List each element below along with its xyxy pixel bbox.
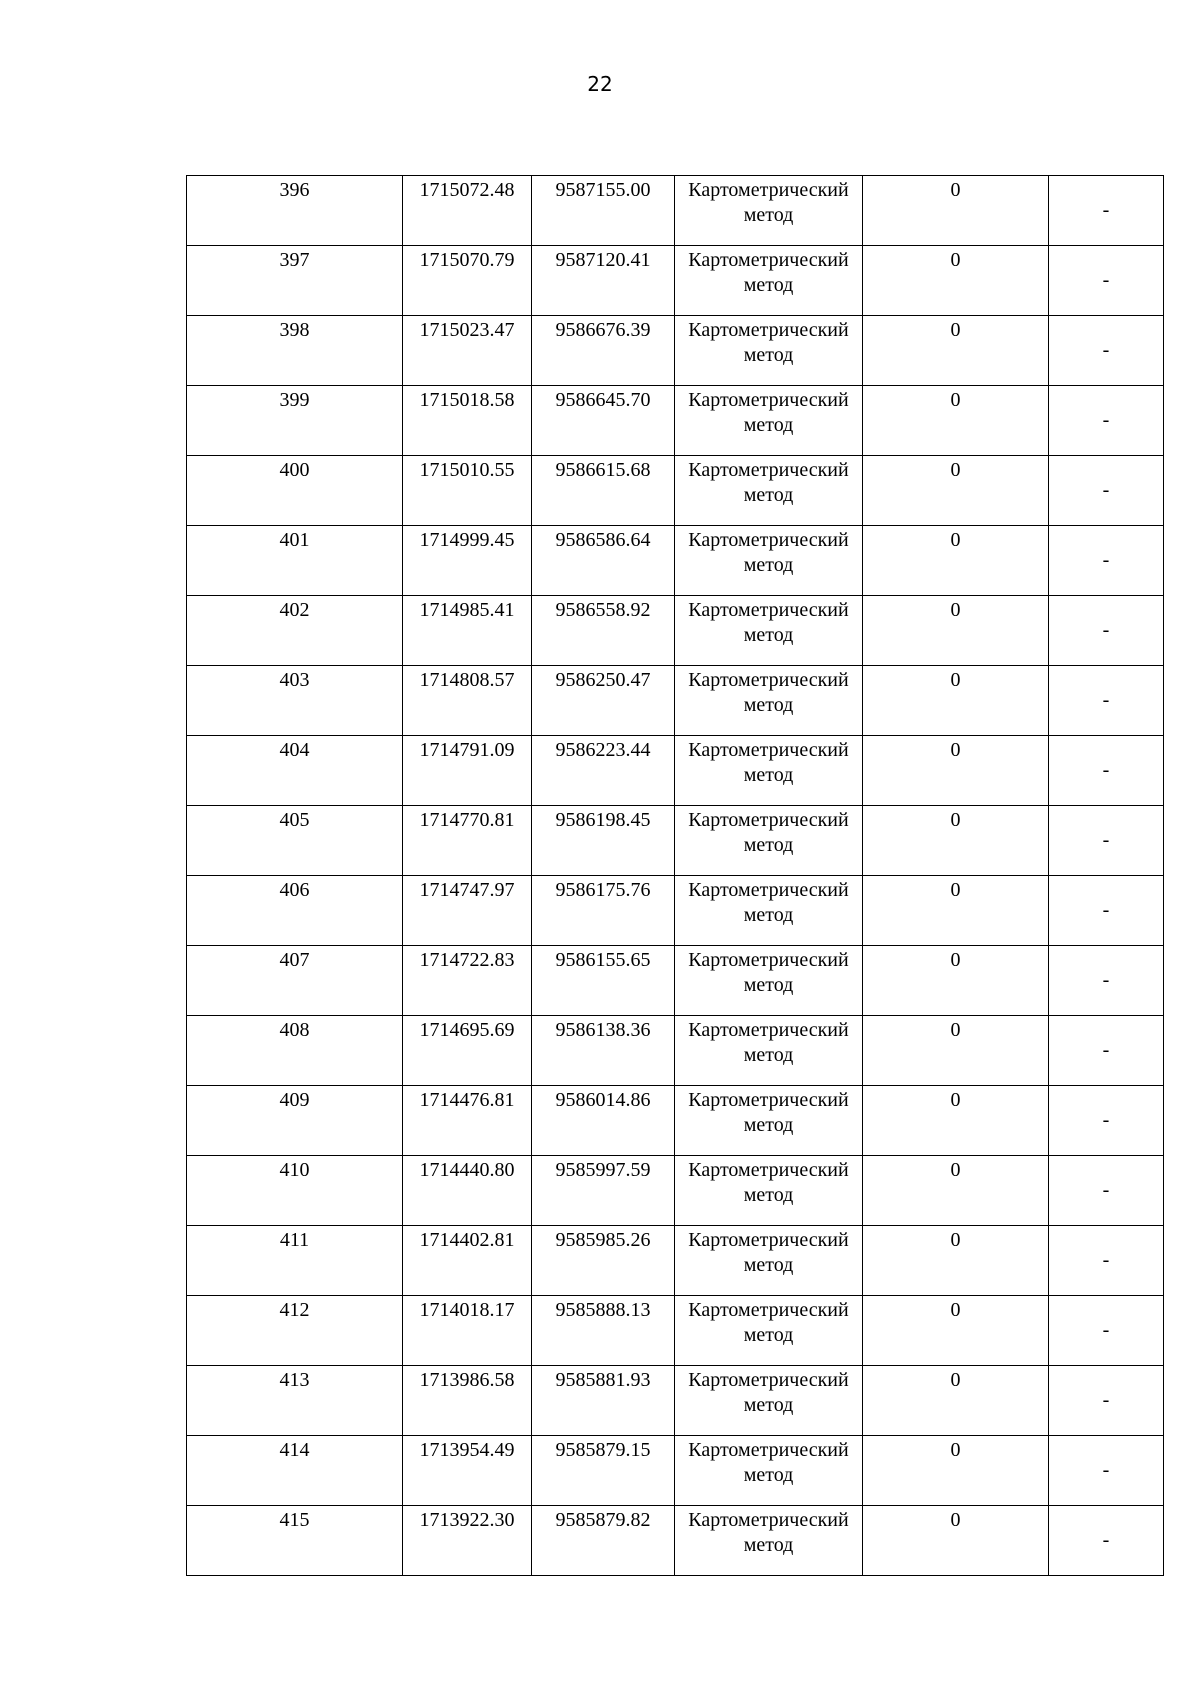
accuracy-cell: 0 [863, 806, 1049, 876]
y-coordinate-cell: 9585997.59 [532, 1156, 675, 1226]
method-cell [675, 1226, 863, 1296]
note-cell: - [1049, 1016, 1164, 1086]
x-coordinate-cell: 1714770.81 [403, 806, 532, 876]
method-line-2: метод [743, 484, 794, 506]
method-cell [675, 736, 863, 806]
method-line-1: Картометрический [688, 669, 849, 691]
point-number-cell: 411 [187, 1226, 403, 1296]
table-row [187, 1436, 1164, 1506]
method-line-1: Картометрический [688, 1019, 849, 1041]
coordinates-table [186, 175, 1164, 1576]
note-cell: - [1049, 946, 1164, 1016]
x-coordinate-cell: 1713922.30 [403, 1506, 532, 1576]
accuracy-cell: 0 [863, 736, 1049, 806]
method-cell [675, 806, 863, 876]
accuracy-cell: 0 [863, 1296, 1049, 1366]
point-number-cell: 398 [187, 316, 403, 386]
method-line-1: Картометрический [688, 1229, 849, 1251]
y-coordinate-cell: 9585888.13 [532, 1296, 675, 1366]
x-coordinate-cell: 1715010.55 [403, 456, 532, 526]
y-coordinate-cell: 9586558.92 [532, 596, 675, 666]
method-cell [675, 526, 863, 596]
method-line-1: Картометрический [688, 879, 849, 901]
method-line-2: метод [743, 764, 794, 786]
y-coordinate-cell: 9586615.68 [532, 456, 675, 526]
accuracy-cell: 0 [863, 1366, 1049, 1436]
method-line-1: Картометрический [688, 1159, 849, 1181]
note-cell: - [1049, 386, 1164, 456]
method-line-2: метод [743, 274, 794, 296]
table-row [187, 876, 1164, 946]
point-number-cell: 402 [187, 596, 403, 666]
method-line-1: Картометрический [688, 319, 849, 341]
note-cell: - [1049, 526, 1164, 596]
table-row [187, 1366, 1164, 1436]
note-cell: - [1049, 736, 1164, 806]
y-coordinate-cell: 9586155.65 [532, 946, 675, 1016]
note-cell: - [1049, 876, 1164, 946]
point-number-cell: 407 [187, 946, 403, 1016]
y-coordinate-cell: 9585879.82 [532, 1506, 675, 1576]
method-cell [675, 876, 863, 946]
y-coordinate-cell: 9586014.86 [532, 1086, 675, 1156]
method-cell [675, 1296, 863, 1366]
method-line-1: Картометрический [688, 249, 849, 271]
accuracy-cell: 0 [863, 876, 1049, 946]
method-line-2: метод [743, 414, 794, 436]
point-number-cell: 396 [187, 176, 403, 246]
x-coordinate-cell: 1715018.58 [403, 386, 532, 456]
note-cell: - [1049, 1296, 1164, 1366]
x-coordinate-cell: 1714440.80 [403, 1156, 532, 1226]
y-coordinate-cell: 9586198.45 [532, 806, 675, 876]
accuracy-cell: 0 [863, 1506, 1049, 1576]
x-coordinate-cell: 1714695.69 [403, 1016, 532, 1086]
table-row [187, 456, 1164, 526]
method-line-2: метод [743, 1184, 794, 1206]
point-number-cell: 414 [187, 1436, 403, 1506]
table-row [187, 1226, 1164, 1296]
method-line-1: Картометрический [688, 1369, 849, 1391]
method-line-2: метод [743, 1534, 794, 1556]
method-cell [675, 1016, 863, 1086]
y-coordinate-cell: 9585881.93 [532, 1366, 675, 1436]
accuracy-cell: 0 [863, 526, 1049, 596]
x-coordinate-cell: 1714402.81 [403, 1226, 532, 1296]
y-coordinate-cell: 9585879.15 [532, 1436, 675, 1506]
table-row [187, 1086, 1164, 1156]
method-line-1: Картометрический [688, 599, 849, 621]
y-coordinate-cell: 9586223.44 [532, 736, 675, 806]
method-cell [675, 1366, 863, 1436]
table-row [187, 316, 1164, 386]
method-cell [675, 1506, 863, 1576]
method-line-1: Картометрический [688, 179, 849, 201]
method-line-2: метод [743, 974, 794, 996]
y-coordinate-cell: 9585985.26 [532, 1226, 675, 1296]
method-line-2: метод [743, 1044, 794, 1066]
note-cell: - [1049, 666, 1164, 736]
table-row [187, 386, 1164, 456]
y-coordinate-cell: 9587120.41 [532, 246, 675, 316]
x-coordinate-cell: 1715072.48 [403, 176, 532, 246]
x-coordinate-cell: 1714747.97 [403, 876, 532, 946]
accuracy-cell: 0 [863, 316, 1049, 386]
method-line-2: метод [743, 624, 794, 646]
note-cell: - [1049, 1506, 1164, 1576]
point-number-cell: 408 [187, 1016, 403, 1086]
x-coordinate-cell: 1714808.57 [403, 666, 532, 736]
accuracy-cell: 0 [863, 1156, 1049, 1226]
method-line-1: Картометрический [688, 1509, 849, 1531]
method-cell [675, 386, 863, 456]
method-cell [675, 456, 863, 526]
point-number-cell: 405 [187, 806, 403, 876]
method-cell [675, 666, 863, 736]
accuracy-cell: 0 [863, 666, 1049, 736]
note-cell: - [1049, 1086, 1164, 1156]
y-coordinate-cell: 9586175.76 [532, 876, 675, 946]
table-row [187, 246, 1164, 316]
accuracy-cell: 0 [863, 456, 1049, 526]
accuracy-cell: 0 [863, 176, 1049, 246]
method-line-2: метод [743, 1464, 794, 1486]
method-cell [675, 176, 863, 246]
accuracy-cell: 0 [863, 1436, 1049, 1506]
method-line-2: метод [743, 204, 794, 226]
point-number-cell: 400 [187, 456, 403, 526]
note-cell: - [1049, 1366, 1164, 1436]
table-row [187, 596, 1164, 666]
method-line-1: Картометрический [688, 949, 849, 971]
accuracy-cell: 0 [863, 1086, 1049, 1156]
method-cell [675, 1156, 863, 1226]
table-row [187, 1156, 1164, 1226]
y-coordinate-cell: 9586586.64 [532, 526, 675, 596]
point-number-cell: 406 [187, 876, 403, 946]
coordinates-table-body [187, 176, 1164, 1576]
table-row [187, 176, 1164, 246]
method-line-1: Картометрический [688, 1299, 849, 1321]
method-cell [675, 246, 863, 316]
y-coordinate-cell: 9586676.39 [532, 316, 675, 386]
method-line-1: Картометрический [688, 459, 849, 481]
table-row [187, 526, 1164, 596]
point-number-cell: 410 [187, 1156, 403, 1226]
note-cell: - [1049, 1156, 1164, 1226]
point-number-cell: 413 [187, 1366, 403, 1436]
accuracy-cell: 0 [863, 1226, 1049, 1296]
x-coordinate-cell: 1713954.49 [403, 1436, 532, 1506]
note-cell: - [1049, 1226, 1164, 1296]
method-line-1: Картометрический [688, 809, 849, 831]
method-line-1: Картометрический [688, 1089, 849, 1111]
method-line-2: метод [743, 904, 794, 926]
note-cell: - [1049, 596, 1164, 666]
note-cell: - [1049, 806, 1164, 876]
method-line-1: Картометрический [688, 1439, 849, 1461]
point-number-cell: 412 [187, 1296, 403, 1366]
accuracy-cell: 0 [863, 1016, 1049, 1086]
table-row [187, 806, 1164, 876]
x-coordinate-cell: 1714985.41 [403, 596, 532, 666]
note-cell: - [1049, 316, 1164, 386]
x-coordinate-cell: 1714791.09 [403, 736, 532, 806]
table-row [187, 1506, 1164, 1576]
x-coordinate-cell: 1714476.81 [403, 1086, 532, 1156]
table-row [187, 736, 1164, 806]
method-line-2: метод [743, 694, 794, 716]
method-line-2: метод [743, 1254, 794, 1276]
y-coordinate-cell: 9586138.36 [532, 1016, 675, 1086]
x-coordinate-cell: 1715023.47 [403, 316, 532, 386]
method-line-1: Картометрический [688, 389, 849, 411]
accuracy-cell: 0 [863, 246, 1049, 316]
accuracy-cell: 0 [863, 596, 1049, 666]
table-row [187, 1296, 1164, 1366]
point-number-cell: 404 [187, 736, 403, 806]
method-line-1: Картометрический [688, 739, 849, 761]
method-cell [675, 1436, 863, 1506]
x-coordinate-cell: 1713986.58 [403, 1366, 532, 1436]
page-number: 22 [587, 72, 613, 96]
method-cell [675, 946, 863, 1016]
method-cell [675, 1086, 863, 1156]
note-cell: - [1049, 176, 1164, 246]
x-coordinate-cell: 1714018.17 [403, 1296, 532, 1366]
point-number-cell: 401 [187, 526, 403, 596]
method-line-2: метод [743, 1394, 794, 1416]
y-coordinate-cell: 9586645.70 [532, 386, 675, 456]
x-coordinate-cell: 1714999.45 [403, 526, 532, 596]
method-cell [675, 596, 863, 666]
point-number-cell: 397 [187, 246, 403, 316]
y-coordinate-cell: 9586250.47 [532, 666, 675, 736]
method-line-2: метод [743, 1324, 794, 1346]
note-cell: - [1049, 1436, 1164, 1506]
point-number-cell: 415 [187, 1506, 403, 1576]
method-line-2: метод [743, 554, 794, 576]
method-cell [675, 316, 863, 386]
method-line-1: Картометрический [688, 529, 849, 551]
y-coordinate-cell: 9587155.00 [532, 176, 675, 246]
x-coordinate-cell: 1715070.79 [403, 246, 532, 316]
note-cell: - [1049, 246, 1164, 316]
method-line-2: метод [743, 1114, 794, 1136]
point-number-cell: 409 [187, 1086, 403, 1156]
note-cell: - [1049, 456, 1164, 526]
method-line-2: метод [743, 344, 794, 366]
method-line-2: метод [743, 834, 794, 856]
point-number-cell: 403 [187, 666, 403, 736]
point-number-cell: 399 [187, 386, 403, 456]
table-row [187, 1016, 1164, 1086]
table-row [187, 946, 1164, 1016]
table-row [187, 666, 1164, 736]
accuracy-cell: 0 [863, 946, 1049, 1016]
x-coordinate-cell: 1714722.83 [403, 946, 532, 1016]
accuracy-cell: 0 [863, 386, 1049, 456]
